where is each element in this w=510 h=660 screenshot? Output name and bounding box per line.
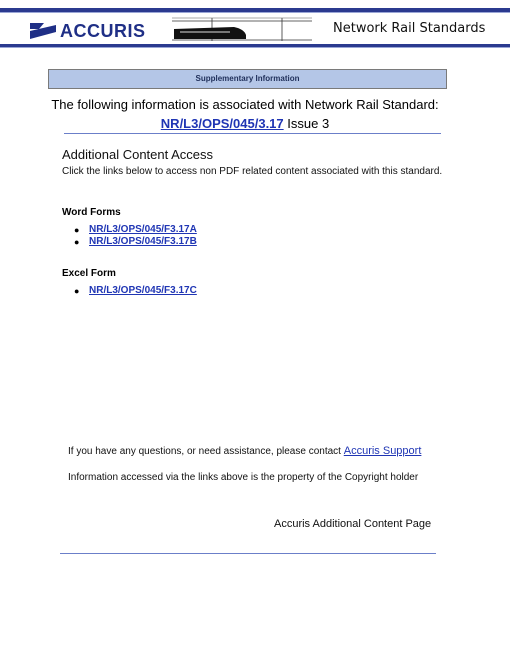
- supplementary-banner: [48, 69, 447, 89]
- excel-form-link-c[interactable]: NR/L3/OPS/045/F3.17C: [89, 285, 197, 296]
- header-top-rule-thin: [0, 12, 510, 13]
- list-item: [74, 224, 197, 236]
- associated-text: The following information is associated with Network Rail Standard:: [51, 97, 439, 112]
- header-bottom-rule-thin: [0, 47, 510, 48]
- accuris-logo: [30, 19, 146, 43]
- list-item: [74, 236, 197, 248]
- questions-text: [68, 445, 421, 457]
- brand-name: ACCURIS: [60, 20, 146, 41]
- questions-label: If you have any questions, or need assistance, please contact: [68, 446, 341, 457]
- accuris-logo-icon: [30, 21, 56, 41]
- standard-code-link[interactable]: NR/L3/OPS/045/3.17: [160, 116, 284, 131]
- instruction-text: Click the links below to access non PDF related content associated with this standard.: [62, 166, 443, 177]
- standard-family-title: Network Rail Standards: [333, 21, 486, 36]
- word-form-link-a[interactable]: NR/L3/OPS/045/F3.17A: [89, 224, 197, 235]
- supplementary-label: Supplementary Information: [195, 74, 300, 83]
- footer-divider: [60, 553, 436, 554]
- word-forms-heading: Word Forms: [62, 207, 121, 218]
- copyright-notice: Information accessed via the links above is the property of the Copyright holder: [68, 472, 419, 483]
- list-item: [74, 285, 197, 297]
- bullet-icon: ●: [74, 237, 80, 247]
- excel-form-heading: Excel Form: [62, 268, 116, 279]
- bullet-icon: ●: [74, 286, 80, 296]
- issue-label: Issue 3: [287, 116, 330, 131]
- excel-form-list: [74, 285, 197, 297]
- bullet-icon: ●: [74, 225, 80, 235]
- word-forms-list: [74, 224, 197, 248]
- additional-content-heading: Additional Content Access: [62, 147, 214, 162]
- train-icon: [172, 17, 312, 43]
- word-form-link-b[interactable]: NR/L3/OPS/045/F3.17B: [89, 236, 197, 247]
- standard-line: [0, 116, 490, 131]
- accuris-support-link[interactable]: Accuris Support: [343, 445, 422, 457]
- page-label: Accuris Additional Content Page: [274, 518, 432, 530]
- section-divider: [64, 133, 441, 134]
